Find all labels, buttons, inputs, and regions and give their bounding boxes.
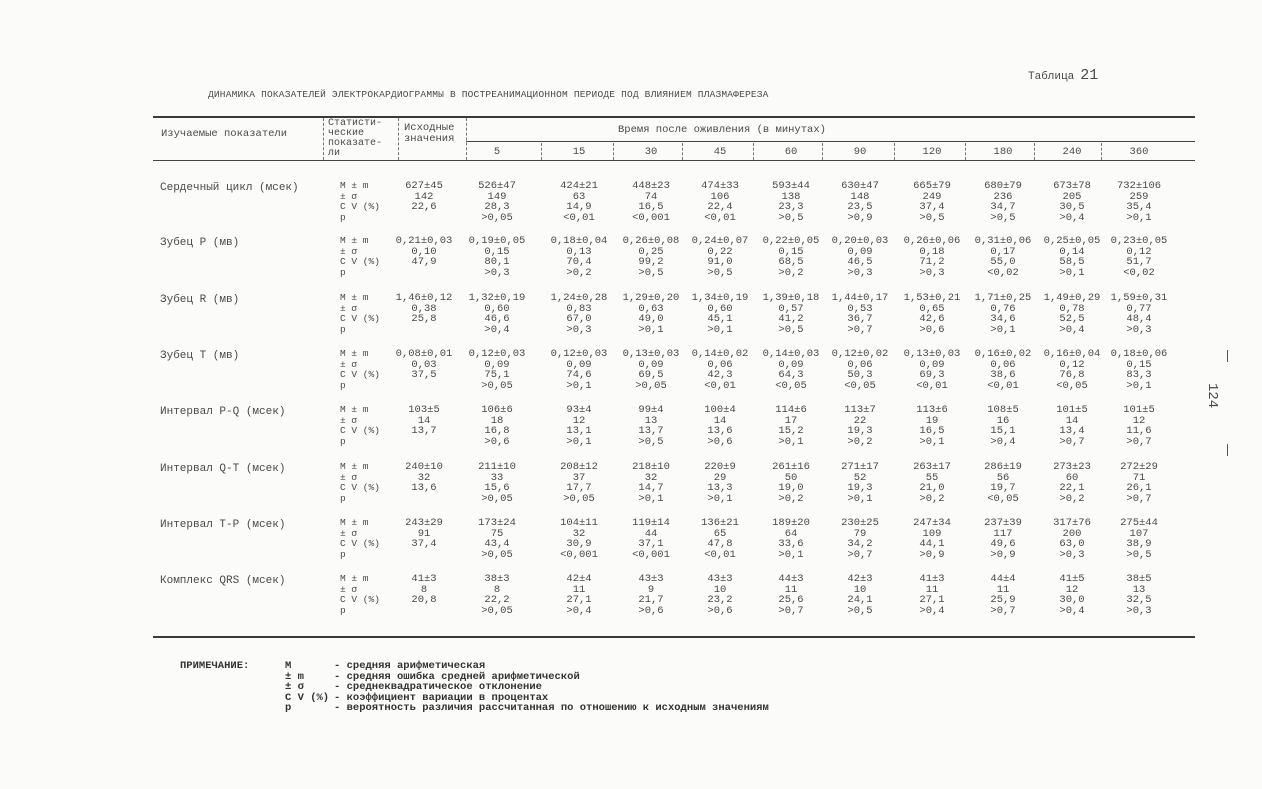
table-cell: 104±11 32 30,9 <0,001 — [560, 517, 598, 561]
table-cell: 1,34±0,19 0,60 45,1 >0,1 — [691, 292, 749, 336]
stat-label: ± σ — [340, 471, 358, 483]
time-col-divider — [822, 143, 823, 160]
table-cell: 0,19±0,05 0,15 80,1 >0,3 — [468, 235, 526, 279]
baseline-cell: 0,21±0,03 0,10 47,9 — [395, 235, 453, 268]
table-cell: 0,18±0,04 0,13 70,4 >0,2 — [550, 235, 608, 279]
stat-label: p — [340, 548, 346, 560]
table-cell: 474±33 106 22,4 <0,01 — [701, 180, 739, 224]
stat-label: C V (%) — [340, 369, 380, 380]
table-cell: 526±47 149 28,3 >0,05 — [478, 180, 516, 224]
row-label: Зубец T (мв) — [160, 350, 240, 362]
table-cell: 106±6 18 16,8 >0,6 — [481, 404, 513, 448]
stat-label: C V (%) — [340, 538, 380, 549]
table-cell: 0,18±0,06 0,15 83,3 >0,1 — [1110, 348, 1168, 392]
table-cell: 272±29 71 26,1 >0,7 — [1120, 461, 1158, 505]
time-header-1: 15 — [572, 146, 586, 158]
time-header-4: 60 — [784, 146, 798, 158]
stat-label: ± σ — [340, 358, 358, 370]
table-cell: 136±21 65 47,8 <0,01 — [701, 517, 739, 561]
time-subrule — [466, 141, 1195, 142]
table-cell: 0,14±0,02 0,06 42,3 <0,01 — [691, 348, 749, 392]
table-cell: 93±4 12 13,1 >0,1 — [566, 404, 592, 448]
stat-label: C V (%) — [340, 313, 380, 324]
time-header-0: 5 — [493, 146, 501, 158]
table-cell: 0,20±0,03 0,09 46,5 >0,3 — [831, 235, 889, 279]
table-cell: 0,12±0,03 0,09 74,6 >0,1 — [550, 348, 608, 392]
stat-label: C V (%) — [340, 201, 380, 212]
table-cell: 424±21 63 14,9 <0,01 — [560, 180, 598, 224]
stat-label: ± σ — [340, 414, 358, 426]
stat-label: ± σ — [340, 527, 358, 539]
table-cell: 218±10 32 14,7 >0,1 — [632, 461, 670, 505]
side-page-number: 124 — [1204, 383, 1220, 409]
table-cell: 286±19 56 19,7 <0,05 — [984, 461, 1022, 505]
table-cell: 1,44±0,17 0,53 36,7 >0,7 — [831, 292, 889, 336]
table-cell: 630±47 148 23,5 >0,9 — [841, 180, 879, 224]
table-cell: 0,25±0,05 0,14 58,5 >0,1 — [1043, 235, 1101, 279]
table-cell: 1,29±0,20 0,63 49,0 >0,1 — [622, 292, 680, 336]
col-divider — [466, 118, 467, 160]
time-col-divider — [753, 143, 754, 160]
table-cell: 0,31±0,06 0,17 55,0 <0,02 — [974, 235, 1032, 279]
table-cell: 113±6 19 16,5 >0,1 — [916, 404, 948, 448]
table-title: ДИНАМИКА ПОКАЗАТЕЛЕЙ ЭЛЕКТРОКАРДИОГРАММЫ В ПОСТРЕАНИМАЦИОННОМ ПЕРИОДЕ ПОД ВЛИЯНИЕМ ПЛАЗМАФЕРЕЗА — [208, 89, 769, 100]
table-cell: 41±3 11 27,1 >0,4 — [919, 573, 945, 617]
table-cell: 211±10 33 15,6 >0,05 — [478, 461, 516, 505]
stat-label: p — [340, 323, 346, 335]
table-cell: 237±39 117 49,6 >0,9 — [984, 517, 1022, 561]
header-stats: Статисти- ческие показате- ли — [328, 118, 383, 159]
stat-label: p — [340, 266, 346, 278]
table-cell: 38±5 13 32,5 >0,3 — [1126, 573, 1152, 617]
baseline-cell: 627±45 142 22,6 — [405, 180, 443, 213]
row-label: Зубец R (мв) — [160, 294, 240, 306]
baseline-cell: 0,08±0,01 0,03 37,5 — [395, 348, 453, 381]
note-title: ПРИМЕЧАНИЕ: — [180, 660, 250, 672]
table-number: Таблица 21 — [1028, 67, 1099, 84]
time-header-8: 240 — [1062, 146, 1082, 158]
table-cell: 41±5 12 30,0 >0,4 — [1059, 573, 1085, 617]
table-cell: 263±17 55 21,0 >0,2 — [913, 461, 951, 505]
row-label: Интервал T-P (мсек) — [160, 519, 286, 531]
stat-label: C V (%) — [340, 594, 380, 605]
table-cell: 43±3 9 21,7 >0,6 — [638, 573, 664, 617]
table-cell: 108±5 16 15,1 >0,4 — [987, 404, 1019, 448]
time-col-divider — [965, 143, 966, 160]
table-cell: 0,12±0,02 0,06 50,3 <0,05 — [831, 348, 889, 392]
stat-label: ± σ — [340, 190, 358, 202]
time-col-divider — [1101, 143, 1102, 160]
stat-label: M ± m — [340, 348, 369, 359]
header-indicators: Изучаемые показатели — [161, 128, 288, 140]
note-symbols: M ± m ± σ C V (%) p — [285, 660, 330, 714]
table-cell: 1,53±0,21 0,65 42,6 >0,6 — [903, 292, 961, 336]
table-cell: 44±4 11 25,9 >0,7 — [990, 573, 1016, 617]
time-header-5: 90 — [853, 146, 867, 158]
baseline-cell: 240±10 32 13,6 — [405, 461, 443, 494]
table-top-rule — [153, 116, 1195, 118]
table-cell: 38±3 8 22,2 >0,05 — [481, 573, 513, 617]
table-cell: 230±25 79 34,2 >0,7 — [841, 517, 879, 561]
table-bottom-rule — [153, 636, 1195, 638]
table-cell: 220±9 29 13,3 >0,1 — [704, 461, 736, 505]
table-cell: 1,71±0,25 0,76 34,6 >0,1 — [974, 292, 1032, 336]
table-cell: 317±76 200 63,0 >0,3 — [1053, 517, 1091, 561]
table-cell: 448±23 74 16,5 <0,001 — [632, 180, 670, 224]
stat-label: M ± m — [340, 235, 369, 246]
table-cell: 101±5 14 13,4 >0,7 — [1056, 404, 1088, 448]
stat-labels — [340, 181, 380, 223]
table-cell: 673±78 205 30,5 >0,4 — [1053, 180, 1091, 224]
stat-label: ± σ — [340, 245, 358, 257]
table-cell: 0,26±0,08 0,25 99,2 >0,5 — [622, 235, 680, 279]
table-cell: 100±4 14 13,6 >0,6 — [704, 404, 736, 448]
time-col-divider — [894, 143, 895, 160]
col-divider — [398, 118, 399, 160]
header-bottom-rule — [153, 160, 1195, 161]
time-header-3: 45 — [713, 146, 727, 158]
table-cell: 0,12±0,03 0,09 75,1 >0,05 — [468, 348, 526, 392]
stat-labels — [340, 349, 380, 391]
time-col-divider — [541, 143, 542, 160]
stat-labels — [340, 236, 380, 278]
stat-label: p — [340, 211, 346, 223]
table-cell: 680±79 236 34,7 >0,5 — [984, 180, 1022, 224]
baseline-cell: 1,46±0,12 0,38 25,8 — [395, 292, 453, 325]
stat-label: M ± m — [340, 292, 369, 303]
stat-label: p — [340, 604, 346, 616]
table-cell: 1,59±0,31 0,77 48,4 >0,3 — [1110, 292, 1168, 336]
table-cell: 42±4 11 27,1 >0,4 — [566, 573, 592, 617]
table-cell: 0,13±0,03 0,09 69,5 >0,05 — [622, 348, 680, 392]
baseline-cell: 41±3 8 20,8 — [411, 573, 437, 606]
time-col-divider — [682, 143, 683, 160]
stat-label: p — [340, 492, 346, 504]
table-cell: 208±12 37 17,7 >0,05 — [560, 461, 598, 505]
row-label: Зубец P (мв) — [160, 237, 240, 249]
stat-labels — [340, 405, 380, 447]
table-cell: 43±3 10 23,2 >0,6 — [707, 573, 733, 617]
table-cell: 44±3 11 25,6 >0,7 — [778, 573, 804, 617]
table-cell: 1,39±0,18 0,57 41,2 >0,5 — [762, 292, 820, 336]
table-cell: 189±20 64 33,6 >0,1 — [772, 517, 810, 561]
row-label: Интервал Q-T (мсек) — [160, 463, 286, 475]
stat-label: M ± m — [340, 573, 369, 584]
time-header-7: 180 — [993, 146, 1013, 158]
row-label: Сердечный цикл (мсек) — [160, 182, 299, 194]
baseline-cell: 243±29 91 37,4 — [405, 517, 443, 550]
table-cell: 0,24±0,07 0,22 91,0 >0,5 — [691, 235, 749, 279]
stat-label: C V (%) — [340, 256, 380, 267]
table-cell: 114±6 17 15,2 >0,1 — [775, 404, 807, 448]
table-cell: 99±4 13 13,7 >0,5 — [638, 404, 664, 448]
table-cell: 732±106 259 35,4 >0,1 — [1116, 180, 1162, 224]
stat-label: M ± m — [340, 517, 369, 528]
header-time-title: Время после оживления (в минутах) — [618, 124, 826, 136]
table-cell: 1,49±0,29 0,78 52,5 >0,4 — [1043, 292, 1101, 336]
stat-label: M ± m — [340, 461, 369, 472]
stat-labels — [340, 462, 380, 504]
table-cell: 0,16±0,04 0,12 76,8 <0,05 — [1043, 348, 1101, 392]
stat-labels — [340, 574, 380, 616]
table-cell: 0,16±0,02 0,06 38,6 <0,01 — [974, 348, 1032, 392]
table-cell: 42±3 10 24,1 >0,5 — [847, 573, 873, 617]
table-cell: 0,14±0,03 0,09 64,3 <0,05 — [762, 348, 820, 392]
time-col-divider — [1034, 143, 1035, 160]
time-col-divider — [613, 143, 614, 160]
stat-labels — [340, 518, 380, 560]
stat-label: M ± m — [340, 404, 369, 415]
table-cell: 271±17 52 19,3 >0,1 — [841, 461, 879, 505]
table-cell: 1,24±0,28 0,83 67,0 >0,3 — [550, 292, 608, 336]
stat-label: C V (%) — [340, 425, 380, 436]
table-cell: 0,26±0,06 0,18 71,2 >0,3 — [903, 235, 961, 279]
margin-dash — [1227, 350, 1228, 362]
stat-label: ± σ — [340, 302, 358, 314]
stat-label: M ± m — [340, 180, 369, 191]
margin-dash — [1227, 444, 1228, 456]
baseline-cell: 103±5 14 13,7 — [408, 404, 440, 437]
table-cell: 1,32±0,19 0,60 46,6 >0,4 — [468, 292, 526, 336]
stat-labels — [340, 293, 380, 335]
table-cell: 173±24 75 43,4 >0,05 — [478, 517, 516, 561]
stat-label: p — [340, 435, 346, 447]
table-cell: 665±79 249 37,4 >0,5 — [913, 180, 951, 224]
table-cell: 0,22±0,05 0,15 68,5 >0,2 — [762, 235, 820, 279]
row-label: Интервал P-Q (мсек) — [160, 406, 286, 418]
table-cell: 0,13±0,03 0,09 69,3 <0,01 — [903, 348, 961, 392]
stat-label: p — [340, 379, 346, 391]
table-cell: 113±7 22 19,3 >0,2 — [844, 404, 876, 448]
stat-label: ± σ — [340, 583, 358, 595]
table-cell: 273±23 60 22,1 >0,2 — [1053, 461, 1091, 505]
table-cell: 275±44 107 38,9 >0,5 — [1120, 517, 1158, 561]
table-cell: 101±5 12 11,6 >0,7 — [1123, 404, 1155, 448]
table-cell: 261±16 50 19,0 >0,2 — [772, 461, 810, 505]
time-header-6: 120 — [922, 146, 942, 158]
table-cell: 593±44 138 23,3 >0,5 — [772, 180, 810, 224]
header-baseline: Исходные значения — [404, 122, 455, 145]
time-header-2: 30 — [644, 146, 658, 158]
table-cell: 0,23±0,05 0,12 51,7 <0,02 — [1110, 235, 1168, 279]
table-cell: 119±14 44 37,1 <0,001 — [632, 517, 670, 561]
row-label: Комплекс QRS (мсек) — [160, 575, 286, 587]
time-header-9: 360 — [1129, 146, 1149, 158]
table-cell: 247±34 109 44,1 >0,9 — [913, 517, 951, 561]
col-divider — [323, 118, 324, 160]
note-definitions: - средняя арифметическая - средняя ошибка средней арифметической - среднеквадратическое отклонение - коэффициент вариации в процентах - вероятность различия рассчитанная по отношению к исходным значениям — [334, 660, 769, 714]
stat-label: C V (%) — [340, 482, 380, 493]
